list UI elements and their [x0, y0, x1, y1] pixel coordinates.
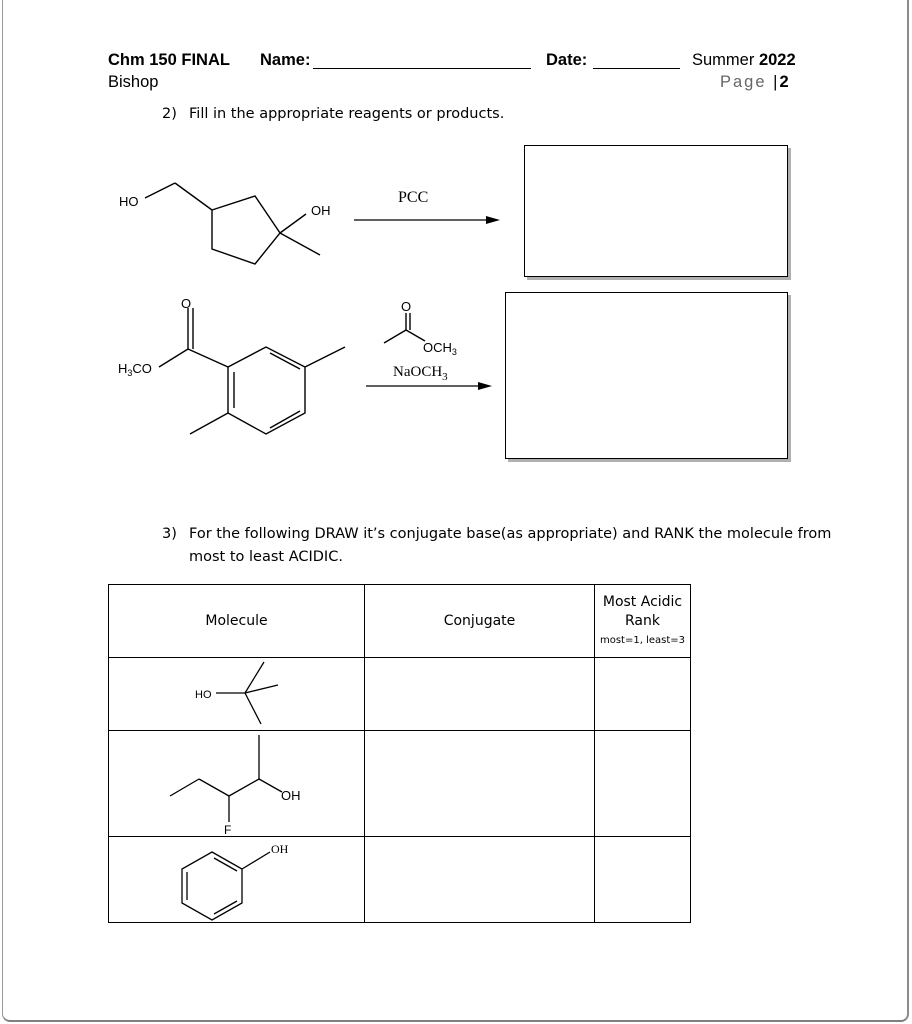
reaction-2-och3-label: $OCH_3$: [423, 340, 457, 357]
page-number: 2: [779, 73, 791, 91]
reaction-2-arrow: [366, 382, 492, 390]
header-rank: [595, 585, 691, 658]
reaction-2-base-reagent: NaOCH$_3$: [393, 364, 448, 383]
table-row: [109, 731, 691, 837]
question-3-number: 3): [162, 526, 177, 542]
conjugate-cell-1[interactable]: [365, 658, 595, 731]
reaction-2-product-box[interactable]: [505, 292, 788, 459]
molecule-3-oh-label: OH: [271, 842, 289, 856]
question-2-number: 2): [162, 106, 177, 122]
molecule-cell-3: [109, 837, 365, 923]
table-header-row: [109, 585, 691, 658]
molecule-cell-2: [109, 731, 365, 837]
molecule-1-ho-label: HO: [195, 689, 212, 701]
reaction-1-product-box[interactable]: [524, 145, 788, 277]
conjugate-cell-3[interactable]: [365, 837, 595, 923]
acidity-table: [108, 584, 691, 923]
reaction-2-ketone-o: O: [181, 296, 192, 311]
reaction-1-reagent: PCC: [398, 189, 429, 206]
table-row: [109, 658, 691, 731]
header-conjugate: Conjugate: [365, 585, 595, 658]
rank-cell-3[interactable]: [595, 837, 691, 923]
reaction-1-starting-material: [145, 183, 320, 264]
reaction-2-ester-reagent: [384, 313, 425, 343]
header-rank-line3: most=1, least=3: [599, 634, 686, 646]
rank-cell-2[interactable]: [595, 731, 691, 837]
page-word: Page: [720, 73, 767, 91]
reaction-1-ho-label: HO: [119, 194, 139, 209]
term-year: 2022: [758, 51, 796, 69]
reaction-1-oh-label: OH: [311, 203, 331, 218]
question-3-text-line2: most to least ACIDIC.: [189, 549, 343, 565]
reaction-2-ester-o: O: [401, 299, 412, 314]
question-2-text: Fill in the appropriate reagents or products.: [189, 106, 505, 122]
page-separator: |: [773, 73, 780, 91]
molecule-2-oh-label: OH: [281, 788, 301, 803]
term-word: Summer: [692, 51, 755, 69]
table-row: [109, 837, 691, 923]
question-3-text-line1: For the following DRAW it’s conjugate base(as appropriate) and RANK the molecule from: [189, 526, 832, 542]
header-rank-line2: Rank: [625, 612, 660, 629]
molecule-cell-1: [109, 658, 365, 731]
reaction-2-starting-material: [159, 308, 345, 434]
date-label: Date:: [546, 51, 588, 69]
instructor-name: Bishop: [108, 73, 159, 91]
reaction-1-arrow: [354, 216, 500, 224]
name-label: Name:: [260, 51, 311, 69]
conjugate-cell-2[interactable]: [365, 731, 595, 837]
course-title: Chm 150 FINAL: [108, 51, 230, 69]
header-molecule: Molecule: [109, 585, 365, 658]
molecule-2-f-label: F: [224, 823, 232, 837]
reaction-2-methoxy-label: $H_3CO$: [118, 361, 152, 378]
rank-cell-1[interactable]: [595, 658, 691, 731]
header-rank-line1: Most Acidic: [602, 593, 683, 610]
